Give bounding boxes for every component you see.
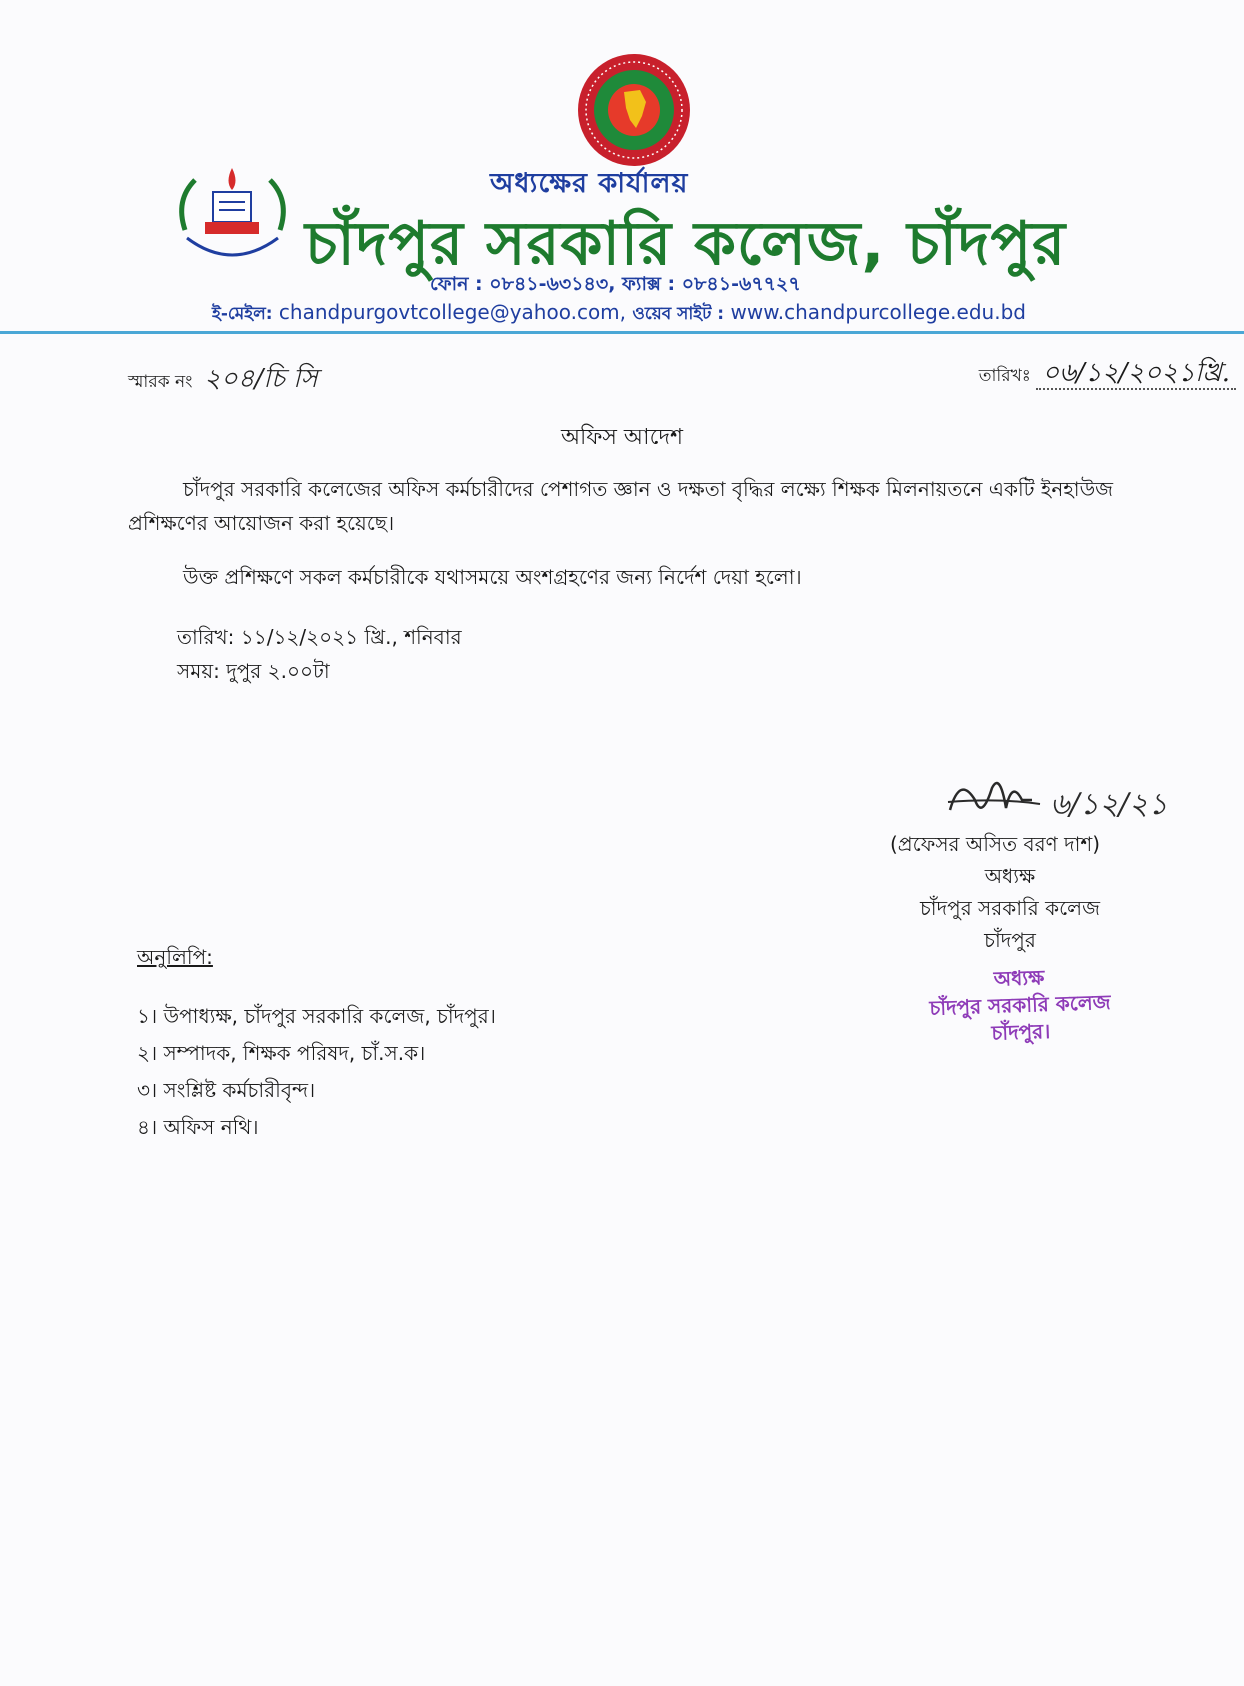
order-paragraph-1: চাঁদপুর সরকারি কলেজের অফিস কর্মচারীদের পেশাগত জ্ঞান ও দক্ষতা বৃদ্ধির লক্ষ্যে শিক্ষক মিলনায়তনে একটি ইনহাউজ প্রশিক্ষণের আয়োজন করা হয়েছে।: [128, 477, 1114, 535]
stamp-line-3: চাঁদপুর।: [991, 1018, 1051, 1046]
signatory-name: (প্রফেসর অসিত বরণ দাশ): [889, 832, 1101, 856]
contact-phone-fax: ফোন : ০৮৪১-৬৩১৪৩, ফ্যাক্স : ০৮৪১-৬৭৭২৭: [430, 273, 801, 295]
header-divider: [0, 331, 1244, 334]
stamp-line-1: অধ্যক্ষ: [993, 965, 1045, 991]
training-schedule: [177, 620, 462, 688]
government-seal-icon: [574, 50, 694, 170]
schedule-time: সময়: দুপুর ২.০০টা: [177, 659, 330, 683]
date-label: তারিখঃ: [978, 366, 1031, 386]
college-name: চাঁদপুর সরকারি কলেজ, চাঁদপুর: [305, 209, 1067, 279]
email-link[interactable]: chandpurgovtcollege@yahoo.com,: [278, 300, 627, 324]
memo-label: স্মারক নং: [128, 372, 193, 392]
signatory-block: [880, 828, 1140, 956]
copies-title: অনুলিপি:: [137, 945, 213, 969]
college-logo-icon: [165, 160, 300, 280]
signatory-designation: অধ্যক্ষ: [984, 864, 1036, 888]
memo-number: [128, 358, 318, 402]
list-item: ১। উপাধ্যক্ষ, চাঁদপুর সরকারি কলেজ, চাঁদপুর।: [137, 1004, 496, 1028]
handwritten-signature: [940, 770, 1200, 830]
copies-list: [137, 998, 496, 1146]
order-paragraph-2: উক্ত প্রশিক্ষণে সকল কর্মচারীকে যথাসময়ে অংশগ্রহণের জন্য নির্দেশ দেয়া হলো।: [183, 565, 802, 589]
list-item: ৪। অফিস নথি।: [137, 1115, 259, 1139]
date-value: ০৬/১২/২০২১খ্রি.: [1036, 358, 1236, 390]
signatory-location: চাঁদপুর: [984, 928, 1036, 952]
document-heading: অফিস আদেশ: [560, 425, 684, 450]
list-item: ৩। সংশ্লিষ্ট কর্মচারীবৃন্দ।: [137, 1078, 316, 1102]
official-stamp: [879, 960, 1162, 1051]
schedule-date: তারিখ: ১১/১২/২০২১ খ্রি., শনিবার: [177, 625, 462, 649]
email-label: ই-মেইল:: [212, 304, 273, 324]
office-title: অধ্যক্ষের কার্যালয়: [490, 168, 689, 199]
memo-value: ২০৪/চি সি: [203, 364, 318, 394]
website-label: ওয়েব সাইট :: [632, 304, 725, 324]
list-item: ২। সম্পাদক, শিক্ষক পরিষদ, চাঁ.স.ক।: [137, 1041, 426, 1065]
stamp-line-2: চাঁদপুর সরকারি কলেজ: [929, 989, 1111, 1021]
signature-date: ৬/১২/২১: [1050, 787, 1168, 822]
contact-email-web: [212, 300, 1026, 329]
website-link[interactable]: www.chandpurcollege.edu.bd: [730, 300, 1026, 324]
signatory-institution: চাঁদপুর সরকারি কলেজ: [920, 896, 1100, 920]
issue-date: [979, 352, 1236, 396]
